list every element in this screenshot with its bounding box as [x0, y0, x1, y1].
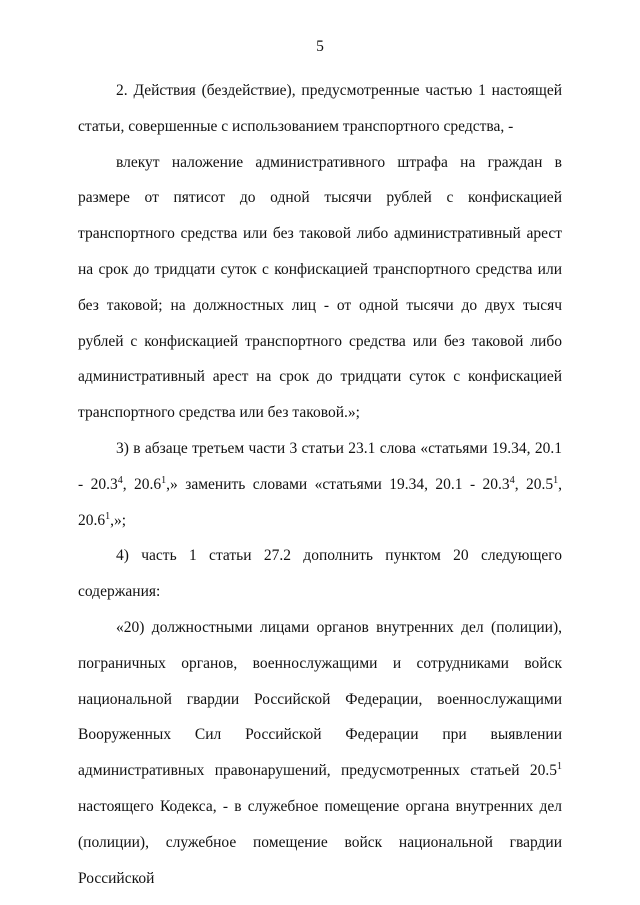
text-run: 3) в абзаце третьем части 3 статьи 23.1 слова «статьями 19.34, 20.1 - 20.3 [78, 439, 562, 493]
paragraph-item-20-text [78, 610, 562, 896]
document-body [78, 73, 562, 896]
text-run: настоящего Кодекса, - в служебное помещение органа внутренних дел (полиции), служебное помещение войск национальной гвардии Российской [78, 797, 562, 887]
text-run: , 20.5 [514, 475, 554, 493]
superscript-index: 4 [117, 474, 123, 486]
text-run: ,»; [110, 511, 127, 529]
paragraph-item-3-amendment [78, 431, 562, 538]
superscript-index: 1 [105, 510, 111, 522]
superscript-index: 1 [553, 474, 559, 486]
text-run: 2. Действия (бездействие), предусмотренные частью 1 настоящей статьи, совершенные с использованием транспортного средства, - [78, 82, 562, 135]
text-run: , 20.6 [122, 475, 162, 493]
text-run: «20) должностными лицами органов внутренних дел (полиции), пограничных органов, военнослужащими и сотрудниками войск национальной гвардии Российской Федерации, военнослужащими Вооруженных Сил Российской Федерации при выявлении административных правонарушений, предусмотренных статьей 20.5 [78, 618, 562, 780]
text-run: влекут наложение административного штрафа на граждан в размере от пятисот до одной тысячи рублей с конфискацией транспортного средства или без таковой либо административный арест на срок до тридцати суток с конфискацией транспортного средства или без таковой; на должностных лиц - от одной тысячи до двух тысяч рублей с конфискацией транспортного средства или без таковой либо административный арест на срок до тридцати суток с конфискацией транспортного средства или без таковой.»; [78, 153, 562, 422]
superscript-index: 1 [161, 474, 167, 486]
text-run: , 20.6 [78, 475, 562, 529]
paragraph-item-4-amendment [78, 538, 562, 610]
text-run: 4) часть 1 статьи 27.2 дополнить пунктом 20 следующего содержания: [78, 547, 562, 601]
superscript-index: 4 [509, 474, 515, 486]
page-number: 5 [316, 38, 324, 55]
paragraph-sanctions [78, 145, 562, 431]
text-run: ,» заменить словами «статьями 19.34, 20.1 - 20.3 [166, 475, 510, 493]
superscript-index: 1 [557, 761, 562, 773]
paragraph-item-2-penalty [78, 73, 562, 145]
